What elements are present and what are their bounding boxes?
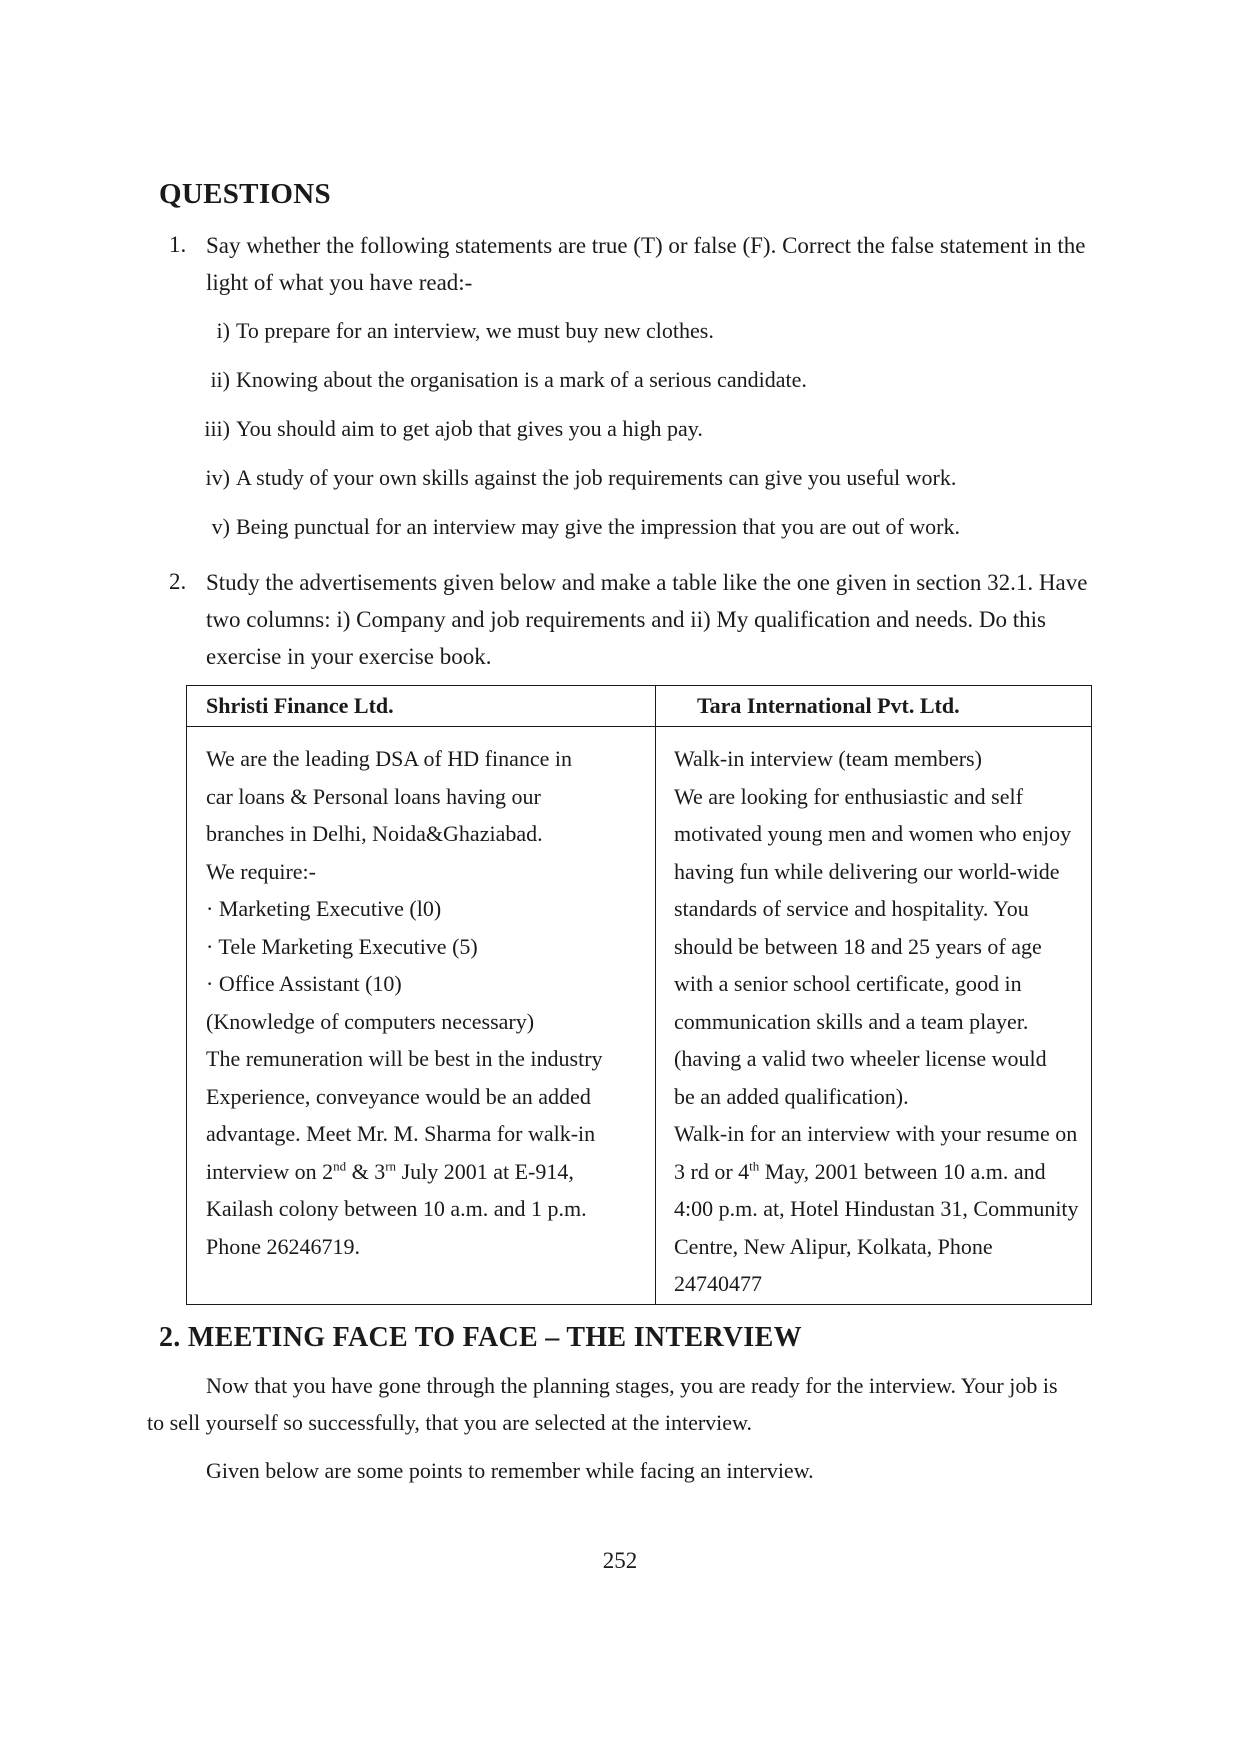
right-ad-line: Centre, New Alipur, Kolkata, Phone [674,1233,993,1259]
right-ad-line: should be between 18 and 25 years of age [674,933,1042,959]
left-ad-line: Kailash colony between 10 a.m. and 1 p.m. [206,1196,587,1221]
paragraph-line: to sell yourself so successfully, that you are selected at the interview. [147,1410,753,1435]
date-text: & 3 [346,1158,386,1184]
q2-line3: exercise in your exercise book. [206,644,492,669]
right-ad-line: 4:00 p.m. at, Hotel Hindustan 31, Community [674,1196,1079,1221]
right-ad-line: motivated young men and women who enjoy [674,821,1072,846]
section-heading: 2. MEETING FACE TO FACE – THE INTERVIEW [159,1322,802,1353]
date-suffix: rn [385,1158,397,1174]
left-ad-line: We are the leading DSA of HD finance in [206,746,572,771]
q1-item-roman: i) [216,318,230,343]
q1-item [200,365,807,395]
q1-item-roman: iv) [205,465,230,490]
q1-item-text: A study of your own skills against the job requirements can give you useful work. [236,465,957,490]
right-ad-line: having fun while delivering our world-wide [674,858,1060,884]
date-text: July 2001 at E-914, [396,1158,574,1184]
q1-item-text: You should aim to get ajob that gives you a high pay. [236,416,703,441]
left-ad-line: advantage. Meet Mr. M. Sharma for walk-in [206,1121,596,1146]
q2-line1: Study the advertisements given below and make a table like the one given in section 32.1. Have [206,570,1088,595]
left-ad-date-line [206,1153,654,1191]
left-company-header: Shristi Finance Ltd. [187,686,656,727]
left-ad-line: · Tele Marketing Executive (5) [206,933,478,959]
right-ad-line: with a senior school certificate, good in [674,971,1022,996]
q1-item [200,512,960,542]
q1-item-text: Knowing about the organisation is a mark of a serious candidate. [236,367,807,392]
advertisements-table [186,685,1092,1305]
date-text: 3 rd or 4 [674,1158,750,1184]
right-ad-line: Walk-in for an interview with your resume on [674,1121,1078,1146]
right-ad-cell [656,727,1092,1305]
q1-item [200,316,714,346]
date-suffix: nd [333,1158,347,1174]
right-ad-line: Walk-in interview (team members) [674,746,982,771]
right-company-header: Tara International Pvt. Ltd. [656,686,1092,727]
q1-item-roman: iii) [204,416,230,441]
right-ad-line: standards of service and hospitality. You [674,896,1029,921]
right-ad-text [674,728,1090,1303]
q1-item-roman: ii) [210,367,230,392]
left-ad-line: (Knowledge of computers necessary) [206,1008,535,1034]
paragraph-line: Now that you have gone through the planning stages, you are ready for the interview. Your job is [206,1373,1058,1398]
q1-item [200,463,956,493]
q1-item-roman: v) [211,514,230,539]
q1-line1: Say whether the following statements are true (T) or false (F). Correct the false statement in the [206,233,1086,258]
page-number: 252 [602,1548,638,1573]
q2-number: 2. [169,569,187,594]
table-body-row [187,727,1092,1305]
left-ad-line: We require:- [206,858,316,884]
left-ad-line: car loans & Personal loans having our [206,783,541,809]
right-ad-line: be an added qualification). [674,1083,909,1109]
left-ad-line: Phone 26246719. [206,1233,360,1259]
right-ad-line: (having a valid two wheeler license would [674,1046,1047,1071]
q1-number: 1. [169,232,187,257]
left-ad-text [206,728,654,1265]
left-ad-line: The remuneration will be best in the industry [206,1046,603,1071]
right-ad-line: communication skills and a team player. [674,1008,1029,1034]
left-ad-line: · Marketing Executive (l0) [206,896,442,921]
right-ad-date-line [674,1153,1090,1191]
table-header-row [187,686,1092,727]
paragraph: Given below are some points to remember while facing an interview. [206,1458,814,1483]
left-ad-cell [187,727,656,1305]
date-text: interview on 2 [206,1158,334,1184]
right-ad-line: 24740477 [674,1271,762,1296]
right-ad-line: We are looking for enthusiastic and self [674,783,1023,809]
q1-line2: light of what you have read:- [206,270,473,295]
left-ad-line: branches in Delhi, Noida&Ghaziabad. [206,821,543,846]
date-text: May, 2001 between 10 a.m. and [759,1158,1046,1184]
questions-heading: QUESTIONS [159,178,331,210]
q1-item-text: To prepare for an interview, we must buy new clothes. [236,318,714,343]
q1-item-text: Being punctual for an interview may give the impression that you are out of work. [236,514,960,539]
left-ad-line: Experience, conveyance would be an added [206,1083,591,1109]
left-ad-line: · Office Assistant (10) [206,971,402,996]
q2-line2: two columns: i) Company and job requirements and ii) My qualification and needs. Do this [206,607,1046,632]
date-suffix: th [749,1158,760,1174]
q1-item [200,414,703,444]
